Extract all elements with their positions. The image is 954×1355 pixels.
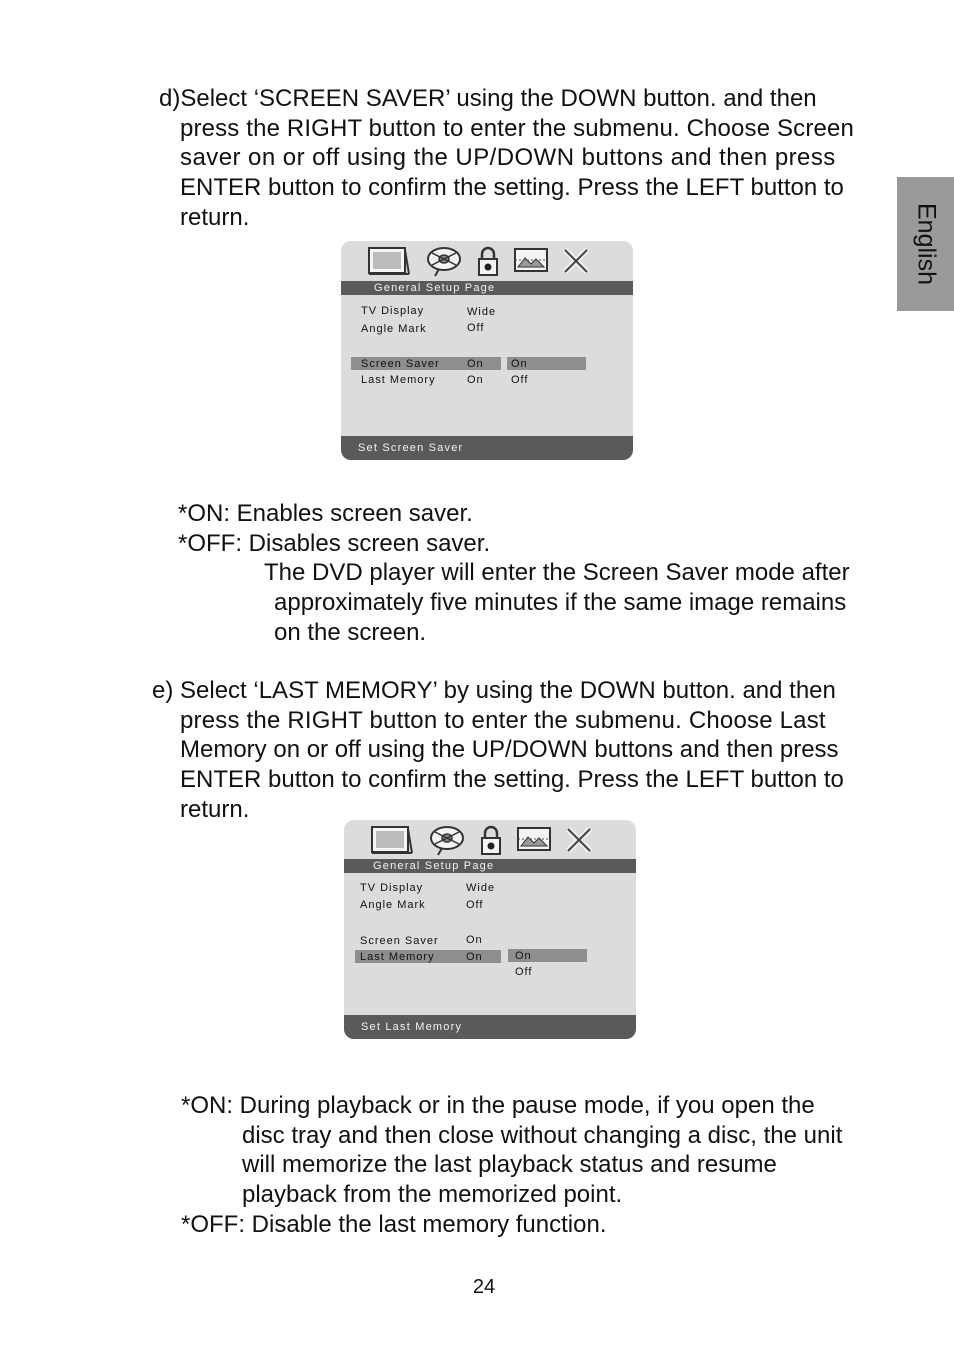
tv-icon — [368, 824, 414, 856]
menu-item-angle-mark[interactable]: Angle Mark — [360, 899, 426, 911]
note-line: The DVD player will enter the Screen Saver mode after — [264, 559, 850, 587]
lock-icon — [478, 824, 504, 856]
notes-d — [178, 499, 850, 648]
menu-value-tv-display: Wide — [467, 306, 497, 318]
menu-item-last-memory[interactable]: Last Memory — [360, 951, 435, 963]
menu-header-title: General Setup Page — [374, 282, 496, 294]
page-number: 24 — [472, 1276, 496, 1298]
submenu-option-off[interactable]: Off — [515, 966, 533, 978]
menu-header — [344, 859, 636, 873]
step-d-line: return. — [180, 203, 250, 231]
close-icon — [561, 245, 591, 277]
step-e-line: press the RIGHT button to enter the submenu. Choose Last — [180, 706, 826, 734]
step-e-line: Memory on or off using the UP/DOWN buttons and then press — [180, 736, 839, 764]
menu-item-screen-saver[interactable]: Screen Saver — [360, 935, 439, 947]
menu-item-tv-display[interactable]: TV Display — [361, 305, 425, 317]
menu-item-tv-display[interactable]: TV Display — [360, 882, 424, 894]
menu-footer-text: Set Screen Saver — [358, 442, 464, 454]
menu-value-screen-saver: On — [467, 358, 484, 370]
menu-footer-text: Set Last Memory — [361, 1021, 463, 1033]
submenu-option-on[interactable]: On — [511, 358, 528, 370]
note-line: approximately five minutes if the same image remains — [274, 589, 847, 617]
close-icon — [564, 824, 594, 856]
menu-value-angle-mark: Off — [466, 899, 484, 911]
step-d-line: press the RIGHT button to enter the submenu. Choose Screen — [180, 114, 854, 142]
menu-header — [341, 281, 633, 295]
menu-item-screen-saver[interactable]: Screen Saver — [361, 358, 440, 370]
menu-icon-bar — [344, 820, 636, 860]
setup-menu-last-memory — [344, 820, 636, 1039]
picture-icon — [512, 245, 550, 277]
note-line: disc tray and then close without changing a disc, the unit — [242, 1121, 843, 1149]
note-line: playback from the memorized point. — [242, 1181, 623, 1209]
submenu-option-on[interactable]: On — [515, 950, 532, 962]
note-line: *OFF: Disable the last memory function. — [181, 1210, 607, 1238]
note-line: *ON: Enables screen saver. — [178, 500, 473, 527]
menu-value-tv-display: Wide — [466, 882, 496, 894]
menu-footer — [344, 1015, 636, 1039]
menu-item-last-memory[interactable]: Last Memory — [361, 374, 436, 386]
menu-header-title: General Setup Page — [373, 860, 495, 872]
note-line: *ON: During playback or in the pause mode, if you open the — [181, 1092, 815, 1119]
tv-icon — [365, 245, 411, 277]
step-d-paragraph — [159, 84, 854, 233]
step-e-line: return. — [180, 795, 250, 823]
note-line: will memorize the last playback status and resume — [242, 1151, 777, 1179]
notes-e — [181, 1091, 842, 1240]
disc-icon — [425, 245, 463, 277]
menu-icon-bar — [341, 241, 633, 281]
menu-value-angle-mark: Off — [467, 322, 485, 334]
step-d-line: saver on or off using the UP/DOWN buttons and then press — [180, 144, 836, 172]
disc-icon — [428, 824, 466, 856]
step-d-line: d)Select ‘SCREEN SAVER’ using the DOWN button. and then — [159, 85, 817, 112]
setup-menu-screen-saver — [341, 241, 633, 460]
note-line: *OFF: Disables screen saver. — [178, 529, 491, 557]
menu-value-screen-saver: On — [466, 934, 483, 946]
submenu-option-off[interactable]: Off — [511, 374, 529, 386]
menu-value-last-memory: On — [466, 951, 483, 963]
language-tab-label: English — [912, 203, 940, 285]
step-d-line: ENTER button to confirm the setting. Press the LEFT button to — [180, 174, 844, 202]
menu-footer — [341, 436, 633, 460]
picture-icon — [515, 824, 553, 856]
language-tab — [897, 177, 954, 311]
lock-icon — [475, 245, 501, 277]
step-e-line: ENTER button to confirm the setting. Press the LEFT button to — [180, 766, 844, 794]
menu-value-last-memory: On — [467, 374, 484, 386]
note-line: on the screen. — [274, 618, 427, 646]
menu-item-angle-mark[interactable]: Angle Mark — [361, 323, 427, 335]
step-e-paragraph — [152, 676, 844, 825]
step-e-line: e) Select ‘LAST MEMORY’ by using the DOWN button. and then — [152, 677, 836, 704]
